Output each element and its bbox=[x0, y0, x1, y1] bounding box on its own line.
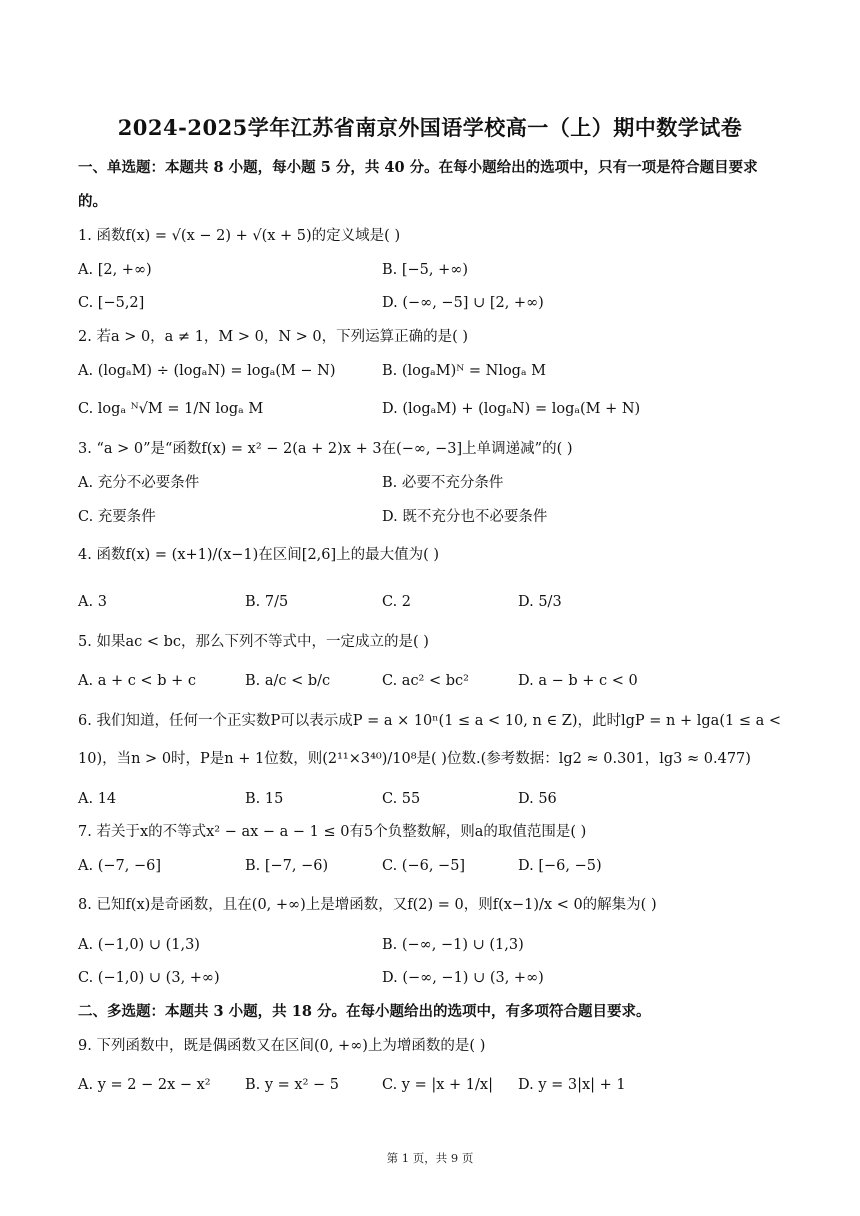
question-5-option-a[interactable]: A. a + c < b + c bbox=[78, 673, 196, 689]
page-footer: 第 1 页，共 9 页 bbox=[386, 1151, 474, 1165]
question-9-option-d[interactable]: D. y = 3|x| + 1 bbox=[518, 1077, 626, 1093]
question-6-stem: 6. 我们知道，任何一个正实数P可以表示成P = a × 10ⁿ(1 ≤ a < 10, n ∈ Z)，此时lgP = n + lga(1 ≤ a < bbox=[78, 713, 781, 729]
question-4-option-d[interactable]: D. 5/3 bbox=[518, 594, 562, 610]
question-3-option-a[interactable]: A. 充分不必要条件 bbox=[78, 475, 200, 491]
question-8-option-b[interactable]: B. (−∞, −1) ∪ (1,3) bbox=[382, 937, 524, 953]
question-2-option-c[interactable]: C. logₐ ᴺ√M = 1/N logₐ M bbox=[78, 401, 264, 417]
question-5-option-b[interactable]: B. a/c < b/c bbox=[245, 673, 331, 689]
question-1-option-a[interactable]: A. [2, +∞) bbox=[78, 262, 152, 278]
question-6-option-a[interactable]: A. 14 bbox=[78, 791, 117, 807]
question-3-option-d[interactable]: D. 既不充分也不必要条件 bbox=[382, 509, 548, 525]
section-one-header: 一、单选题：本题共 8 小题，每小题 5 分，共 40 分。在每小题给出的选项中，只有一项是符合题目要求 bbox=[78, 159, 758, 176]
question-5-stem: 5. 如果ac < bc，那么下列不等式中，一定成立的是( ) bbox=[78, 634, 429, 650]
question-8-option-c[interactable]: C. (−1,0) ∪ (3, +∞) bbox=[78, 970, 220, 986]
question-7-option-d[interactable]: D. [−6, −5) bbox=[518, 858, 602, 874]
question-1-stem: 1. 函数f(x) = √(x − 2) + √(x + 5)的定义域是( ) bbox=[78, 228, 401, 244]
question-4-option-b[interactable]: B. 7/5 bbox=[245, 594, 289, 610]
question-9-option-a[interactable]: A. y = 2 − 2x − x² bbox=[78, 1077, 211, 1093]
section-two-header: 二、多选题：本题共 3 小题，共 18 分。在每小题给出的选项中，有多项符合题目要求。 bbox=[78, 1003, 651, 1020]
question-7-stem: 7. 若关于x的不等式x² − ax − a − 1 ≤ 0有5个负整数解，则a的取值范围是( ) bbox=[78, 824, 587, 840]
question-2-stem: 2. 若a > 0，a ≠ 1，M > 0，N > 0，下列运算正确的是( ) bbox=[78, 329, 469, 345]
question-2-option-a[interactable]: A. (logₐM) ÷ (logₐN) = logₐ(M − N) bbox=[78, 363, 336, 379]
question-6-stem-cont: 10)，当n > 0时，P是n + 1位数，则(2¹¹×3⁴⁰)/10⁸是( )位数.(参考数据：lg2 ≈ 0.301，lg3 ≈ 0.477) bbox=[78, 751, 751, 767]
question-6-option-b[interactable]: B. 15 bbox=[245, 791, 284, 807]
question-3-option-b[interactable]: B. 必要不充分条件 bbox=[382, 475, 504, 491]
question-9-option-c[interactable]: C. y = |x + 1/x| bbox=[382, 1077, 493, 1093]
question-8-option-d[interactable]: D. (−∞, −1) ∪ (3, +∞) bbox=[382, 970, 544, 986]
section-one-header-cont: 的。 bbox=[78, 193, 107, 210]
question-7-option-c[interactable]: C. (−6, −5] bbox=[382, 858, 466, 874]
question-3-option-c[interactable]: C. 充要条件 bbox=[78, 509, 156, 525]
question-5-option-d[interactable]: D. a − b + c < 0 bbox=[518, 673, 638, 689]
page-title: 2024-2025学年江苏省南京外国语学校高一（上）期中数学试卷 bbox=[117, 115, 743, 140]
question-4-option-a[interactable]: A. 3 bbox=[78, 594, 107, 610]
question-3-stem: 3. “a > 0”是“函数f(x) = x² − 2(a + 2)x + 3在(−∞, −3]上单调递减”的( ) bbox=[78, 441, 573, 457]
question-6-option-c[interactable]: C. 55 bbox=[382, 791, 421, 807]
question-4-stem: 4. 函数f(x) = (x+1)/(x−1)在区间[2,6]上的最大值为( ) bbox=[78, 547, 440, 563]
question-1-option-d[interactable]: D. (−∞, −5] ∪ [2, +∞) bbox=[382, 295, 544, 311]
question-5-option-c[interactable]: C. ac² < bc² bbox=[382, 673, 469, 689]
question-6-option-d[interactable]: D. 56 bbox=[518, 791, 557, 807]
question-9-option-b[interactable]: B. y = x² − 5 bbox=[245, 1077, 340, 1093]
question-2-option-b[interactable]: B. (logₐM)ᴺ = Nlogₐ M bbox=[382, 363, 547, 379]
question-4-option-c[interactable]: C. 2 bbox=[382, 594, 412, 610]
question-1-option-b[interactable]: B. [−5, +∞) bbox=[382, 262, 469, 278]
question-1-option-c[interactable]: C. [−5,2] bbox=[78, 295, 145, 311]
question-2-option-d[interactable]: D. (logₐM) + (logₐN) = logₐ(M + N) bbox=[382, 401, 641, 417]
question-7-option-a[interactable]: A. (−7, −6] bbox=[78, 858, 161, 874]
question-8-stem: 8. 已知f(x)是奇函数，且在(0, +∞)上是增函数，又f(2) = 0，则f(x−1)/x < 0的解集为( ) bbox=[78, 897, 657, 913]
question-7-option-b[interactable]: B. [−7, −6) bbox=[245, 858, 329, 874]
question-9-stem: 9. 下列函数中，既是偶函数又在区间(0, +∞)上为增函数的是( ) bbox=[78, 1038, 486, 1054]
question-8-option-a[interactable]: A. (−1,0) ∪ (1,3) bbox=[78, 937, 200, 953]
